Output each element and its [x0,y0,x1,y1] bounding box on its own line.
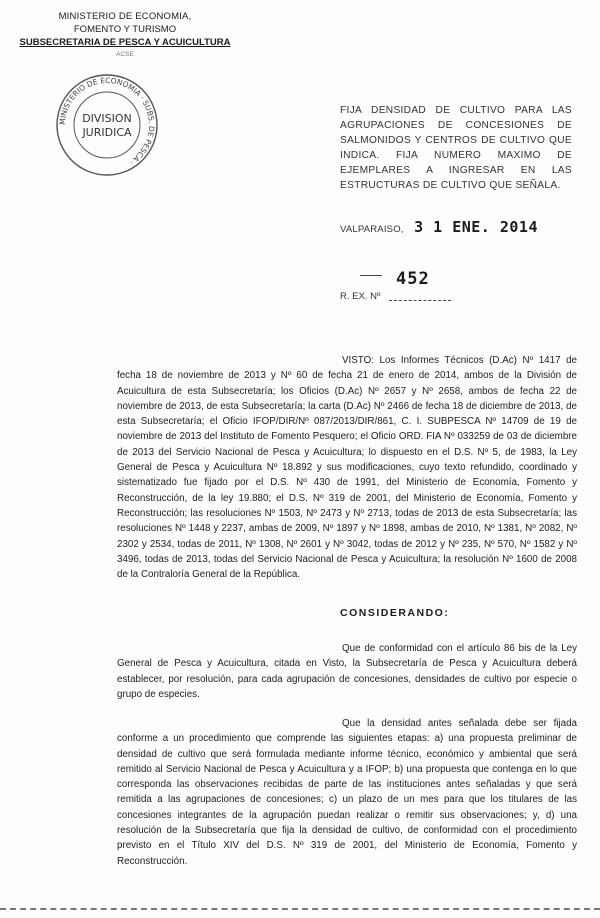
division-juridica-stamp [52,70,162,180]
subsecretaria-name: SUBSECRETARIA DE PESCA Y ACUICULTURA [19,37,231,48]
author-initials: ACSE [116,51,134,58]
ministry-line-2: FOMENTO Y TURISMO [73,24,177,35]
resolution-label: R. EX. Nº [340,291,381,302]
date-stamp: 3 1 ENE. 2014 [414,218,538,236]
considerando-heading: CONSIDERANDO: [340,607,450,619]
rex-underline [389,300,451,301]
letterhead [0,10,250,60]
stamp-ring-text: MINISTERIO DE ECONOMIA · SUBS. DE PESCA · [57,75,157,167]
ministry-line-1: MINISTERIO DE ECONOMIA, [58,11,192,22]
place: VALPARAISO, [340,224,404,235]
considerando-paragraph-1: Que de conformidad con el artículo 86 bis de la Ley General de Pesca y Acuicultura, citada en Visto, la Subsecretaría de Pesca y Acuicultura deberá establecer, por resolución, para cada agrupación de concesiones, densidades de cultivo por especie o grupo de especies. [117,643,577,700]
stamp-line-2: JURIDICA [82,126,132,139]
rex-dash [360,275,382,276]
resolution-summary: FIJA DENSIDAD DE CULTIVO PARA LAS AGRUPACIONES DE CONCESIONES DE SALMONIDOS Y CENTROS DE CULTIVO QUE INDICA. FIJA NUMERO MAXIMO DE EJEMPLARES A INGRESAR EN LAS ESTRUCTURAS DE CULTIVO QUE SEÑALA. [340,105,572,191]
bottom-divider [0,908,600,910]
stamp-line-1: DIVISION [82,112,132,125]
considerando-paragraph-2: Que la densidad antes señalada debe ser fijada conforme a un procedimiento que comprende las siguientes etapas: a) una propuesta preliminar de densidad de cultivo que será formulada mediante informe técnico, económico y ambiental que será remitido al Servicio Nacional de Pesca y Acuicultura y a IFOP; b) una propuesta que contenga en lo que corresponda las observaciones recibidas de parte de las instituciones antes señaladas y que será remitida a las agrupaciones de concesiones; c) un plazo de un mes para que los titulares de las concesiones integrantes de la agrupación puedan realizar o remitir sus observaciones; y, d) una resolución de la Subsecretaría que fija la densidad de cultivo, de conformidad con el procedimiento previsto en el Título XIV del D.S. Nº 319 de 2001, del Ministerio de Economía, Fomento y Reconstrucción. [117,718,577,867]
visto-paragraph: VISTO: Los Informes Técnicos (D.Ac) Nº 1417 de fecha 18 de noviembre de 2013 y Nº 60 de fecha 21 de enero de 2014, ambos de la División de Acuicultura de esta Subsecretaría; los Oficios (D.Ac) Nº 2657 y Nº 2658, ambos de fecha 22 de noviembre de 2013, de esta Subsecretaría; la carta (D.Ac) Nº 2466 de fecha 18 de diciembre de 2013, de esta Subsecretaría; el Oficio IFOP/DIR/Nº 087/2013/DIR/861, C. I. SUBPESCA Nº 14709 de 19 de noviembre de 2013 del Instituto de Fomento Pesquero; el Oficio ORD. FIA Nº 033259 de 03 de diciembre de 2013 del Servicio Nacional de Pesca y Acuicultura; lo dispuesto en el D.S. Nº 5, de 1983, la Ley General de Pesca y Acuicultura Nº 18.892 y sus modificaciones, cuyo texto refundido, coordinado y sistematizado fue fijado por el D.S. Nº 430 de 1991, del Ministerio de Economía, Fomento y Reconstrucción, de la ley 19.880; el D.S. Nº 319 de 2001, del Ministerio de Economía, Fomento y Reconstrucción; las resoluciones Nº 1503, Nº 2473 y Nº 2713, todas de 2013 de esta Subsecretaría; las resoluciones Nº 1448 y 2237, ambas de 2009, Nº 1897 y Nº 1898, ambas de 2010, Nº 1381, Nº 2082, Nº 2302 y 2534, todas de 2011, Nº 1308, Nº 2601 y Nº 3042, todas de 2012 y Nº 235, Nº 570, Nº 1582 y Nº 3496, todas de 2013, todas del Servicio Nacional de Pesca y Acuicultura; la resolución Nº 1600 de 2008 de la Contraloría General de la República. [117,355,577,581]
resolution-number: 452 [396,269,430,289]
place-date-line [340,218,538,237]
